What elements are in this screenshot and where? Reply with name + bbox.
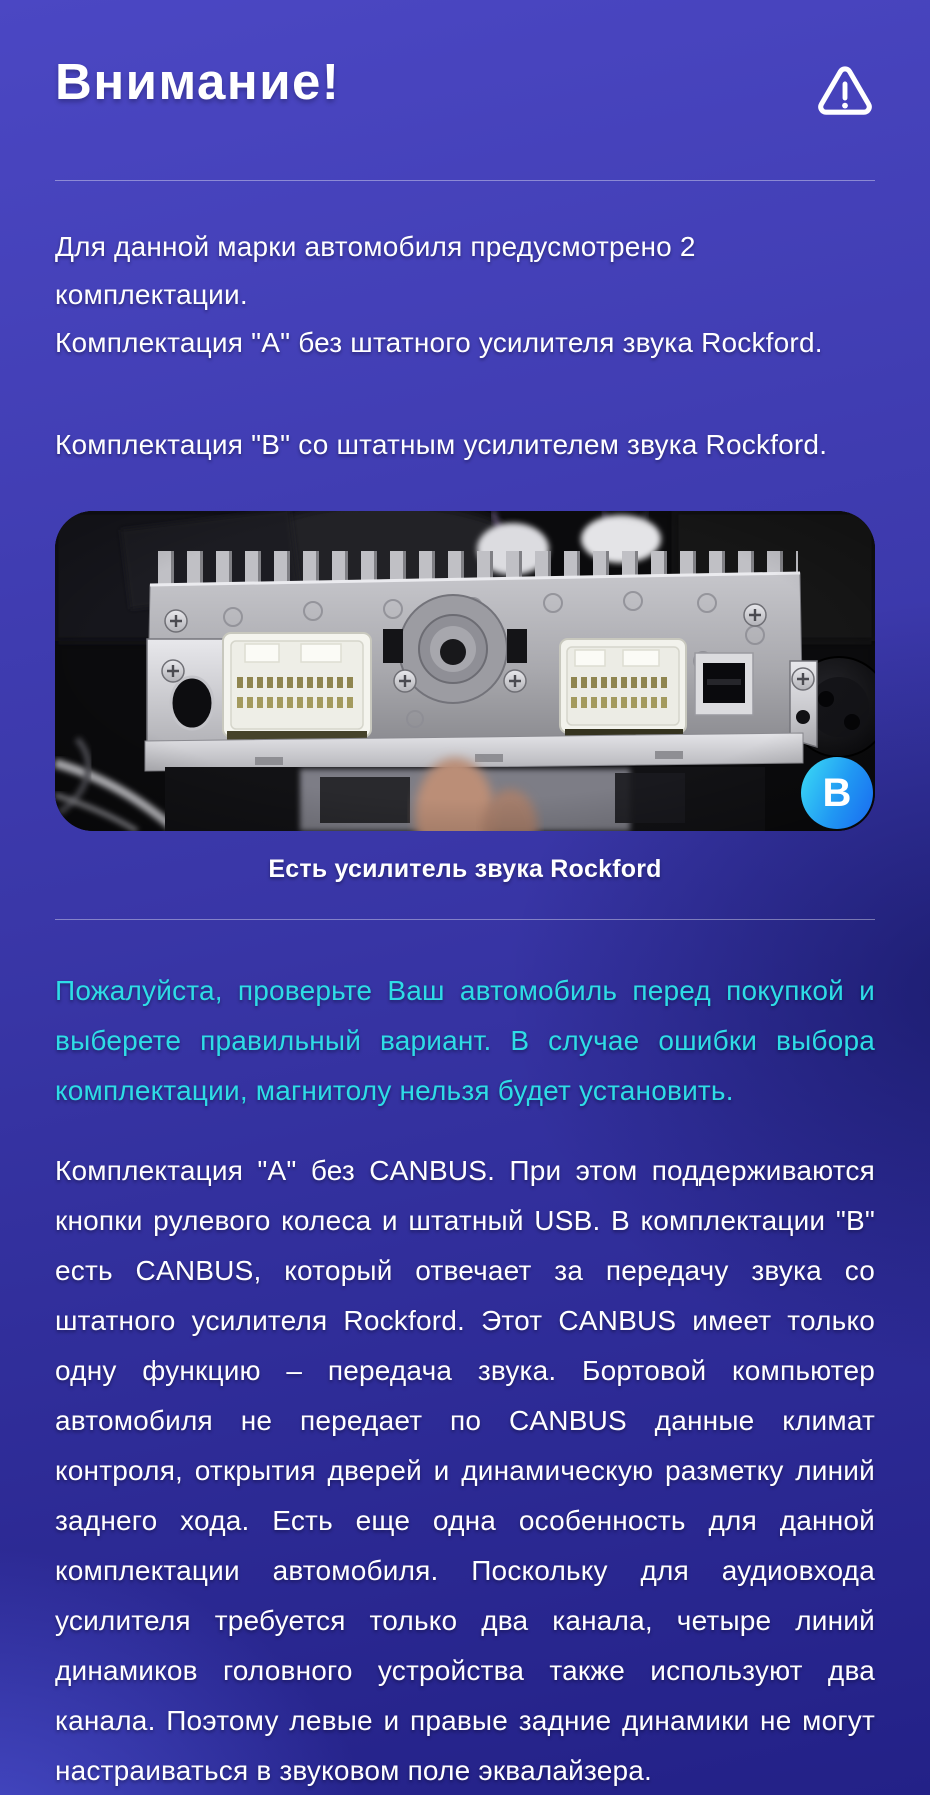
variant-b-paragraph — [55, 421, 875, 469]
photo-caption: Есть усилитель звука Rockford — [268, 855, 662, 883]
intro-paragraph — [55, 223, 875, 367]
warning-note: Пожалуйста, проверьте Ваш автомобиль перед покупкой и выберете правильный вариант. В случае ошибки выбора комплектации, магнитолу нельзя будет установить. — [55, 975, 875, 1106]
variant-b-badge-label: B — [822, 770, 852, 815]
intro-line-3: Комплектация "B" со штатным усилителем звука Rockford. — [55, 429, 828, 460]
intro-line-1: Для данной марки автомобиля предусмотрено 2 комплектации. — [55, 231, 696, 310]
intro-line-2: Комплектация "А" без штатного усилителя звука Rockford. — [55, 327, 823, 358]
divider-middle — [55, 919, 875, 920]
car-stereo-photo-illustration — [55, 511, 875, 831]
header — [55, 0, 875, 120]
warning-triangle-icon — [815, 62, 875, 120]
body-paragraph: Комплектация "А" без CANBUS. При этом поддерживаются кнопки рулевого колеса и штатный USB. В комплектации "B" есть CANBUS, который отвечает за передачу звука со штатного усилителя Rockford. Этот CANBUS имеет только одну функцию – передача звука. Бортовой компьютер автомобиля не передает по CANBUS данные климат контроля, открытия дверей и динамическую разметку линий заднего хода. Есть еще одна особенность для данной комплектации автомобиля. Поскольку для аудиовхода усилителя требуется только два канала, четыре линий динамиков головного устройства также используют два канала. Поэтому левые и правые задние динамики не могут настраиваться в звуковом поле эквалайзера. — [55, 1155, 875, 1786]
page-title: Внимание! — [55, 53, 341, 110]
divider-top — [55, 180, 875, 181]
car-stereo-rear-photo — [55, 511, 875, 831]
photo-figure — [55, 511, 875, 885]
variant-b-badge — [801, 757, 873, 829]
